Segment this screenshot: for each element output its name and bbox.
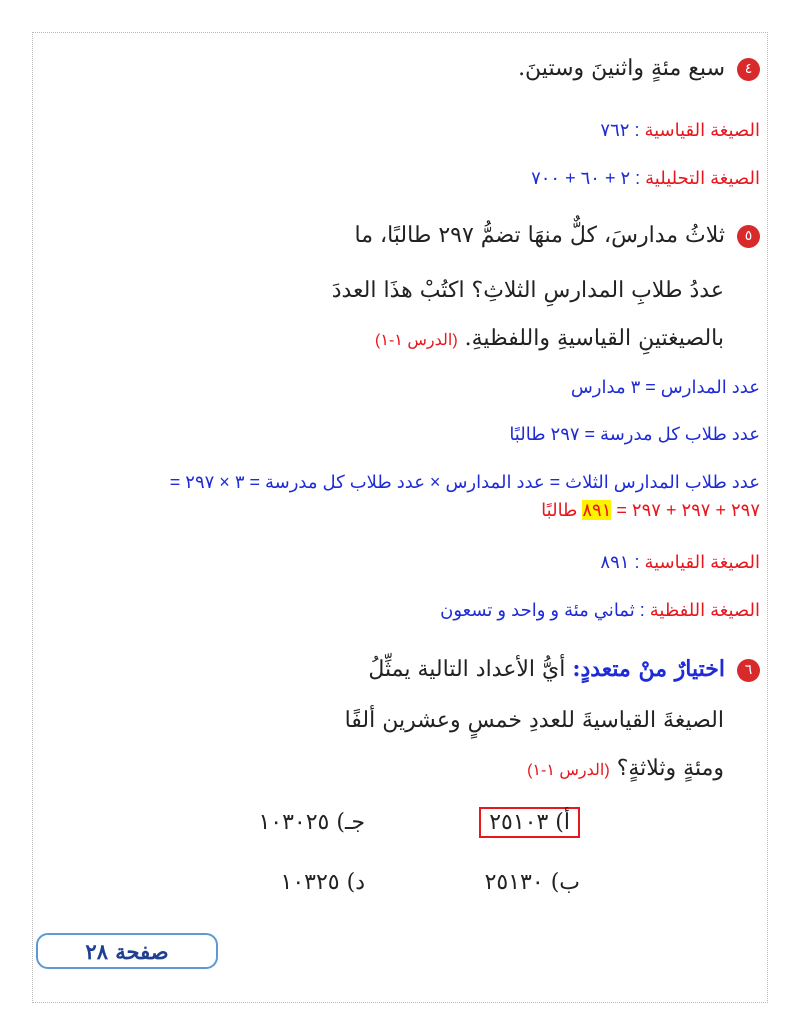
- q6-option-b: ب) ٢٥١٣٠: [484, 870, 580, 895]
- q6-line2: الصيغةَ القياسيةَ للعددِ خمسٍ وعشرين ألفًا: [344, 708, 724, 733]
- q5-standard-form: الصيغة القياسية : ٨٩١: [600, 552, 760, 572]
- q4-standard-value: : ٧٦٢: [600, 120, 645, 140]
- q5-lesson-ref: (الدرس ١-١): [375, 332, 458, 349]
- q6-line1: ٦اختيارٌ منْ متعددٍ: أيُّ الأعداد التالية يمثِّلُ: [40, 656, 760, 682]
- q5-total-line2: ٢٩٧ + ٢٩٧ + ٢٩٧ = ٨٩١ طالبًا: [541, 500, 760, 520]
- q6-line3: ومئةٍ وثلاثةٍ؟ (الدرس ١-١): [527, 756, 724, 781]
- page-number-label: صفحة ٢٨: [36, 933, 218, 969]
- q4-expanded-value: : ٢ + ٦٠ + ٧٠٠: [531, 168, 646, 188]
- q6-option-a: [479, 810, 580, 835]
- q5-total-line1: عدد طلاب المدارس الثلاث = عدد المدارس × عدد طلاب كل مدرسة = ٣ × ٢٩٧ =: [169, 472, 760, 492]
- q6-title: اختيارٌ منْ متعددٍ:: [572, 656, 725, 682]
- q5-students-per-school: عدد طلاب كل مدرسة = ٢٩٧ طالبًا: [509, 424, 760, 444]
- q6-lesson-ref: (الدرس ١-١): [527, 762, 610, 779]
- q4-text: سبع مئةٍ واثنينَ وستينَ.: [518, 56, 725, 81]
- q6-option-d: د) ١٠٣٢٥: [280, 870, 365, 895]
- q6-option-c: جـ) ١٠٣٠٢٥: [258, 810, 365, 835]
- q5-schools-count: عدد المدارس = ٣ مدارس: [570, 377, 760, 397]
- q4-expanded-label: الصيغة التحليلية: [645, 168, 760, 188]
- q5-number-badge: ٥: [737, 225, 760, 248]
- q4-question: [40, 56, 760, 81]
- q4-standard-label: الصيغة القياسية: [644, 120, 760, 140]
- q5-line2: عددُ طلابِ المدارسِ الثلاثِ؟ اكتُبْ هذَا العددَ: [331, 278, 724, 303]
- q5-total-highlight: ٨٩١: [582, 500, 612, 520]
- q5-line1: ٥ثلاثُ مدارسَ، كلٌّ منهَا تضمُّ ٢٩٧ طالبًا، ما: [40, 223, 760, 248]
- q6-number-badge: ٦: [737, 659, 760, 682]
- q6-option-a-selected: أ) ٢٥١٠٣: [479, 807, 580, 838]
- q5-line3: بالصيغتينِ القياسيةِ واللفظيةِ. (الدرس ١-١): [375, 326, 724, 351]
- q4-standard-form: [40, 120, 760, 141]
- worksheet-page: [40, 40, 760, 995]
- q4-number-badge: ٤: [737, 58, 760, 81]
- q5-verbal-form: الصيغة اللفظية : ثماني مئة و واحد و تسعون: [440, 600, 760, 620]
- q4-expanded-form: [40, 168, 760, 189]
